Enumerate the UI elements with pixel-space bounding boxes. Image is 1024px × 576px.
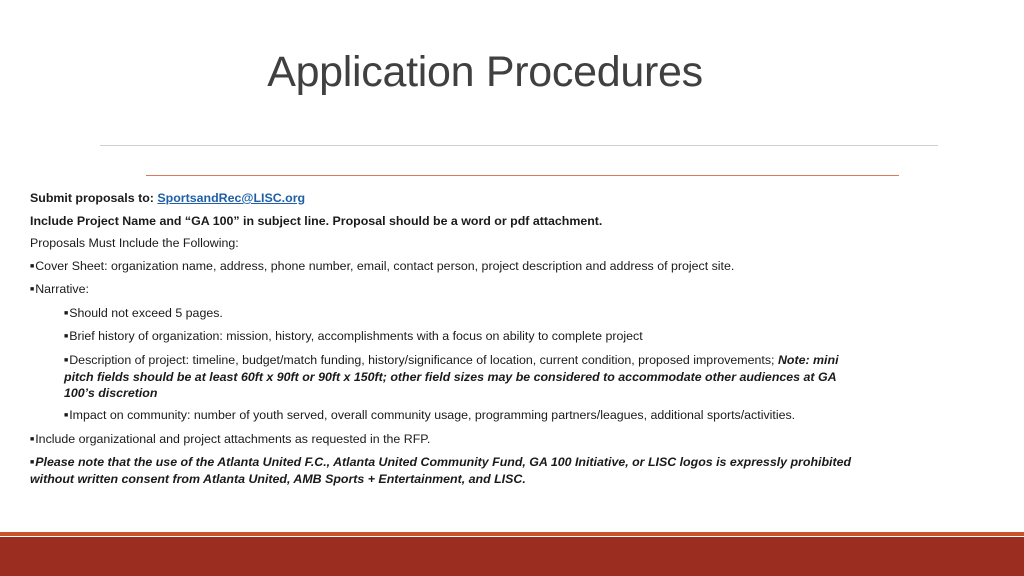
sub-bullet-description	[30, 352, 860, 401]
submit-email-link[interactable]: SportsandRec@LISC.org	[157, 191, 306, 205]
bullet-cover-sheet	[30, 258, 860, 275]
pages-text: Should not exceed 5 pages.	[69, 305, 223, 320]
accent-divider	[146, 175, 899, 176]
impact-text: Impact on community: number of youth served, overall community usage, programming partners/leagues, additional sports/activities.	[69, 408, 796, 422]
slide-body	[30, 190, 860, 487]
square-bullet-icon: ■	[64, 356, 69, 364]
square-bullet-icon: ■	[64, 309, 69, 317]
footer-band	[0, 537, 1024, 576]
subject-line-instruction: Include Project Name and “GA 100” in subject line. Proposal should be a word or pdf attachment.	[30, 213, 603, 228]
submit-line	[30, 190, 860, 206]
bullet-narrative	[30, 281, 860, 298]
field-size-note: Note: mini pitch fields should be at least 60ft x 90ft or 90ft x 150ft; other field sizes may be considered to accommodate other audiences at GA 100’s discretion	[64, 352, 839, 400]
square-bullet-icon: ■	[30, 286, 35, 293]
square-bullet-icon: ■	[30, 435, 35, 443]
description-text: Description of project: timeline, budget/match funding, history/significance of location, current condition, proposed improvements;	[69, 352, 778, 367]
must-include-heading: Proposals Must Include the Following:	[30, 236, 239, 250]
square-bullet-icon: ■	[64, 412, 69, 419]
bullet-logo-notice	[30, 454, 860, 487]
narrative-text: Narrative:	[35, 282, 89, 296]
square-bullet-icon: ■	[30, 459, 35, 466]
bullet-attachments	[30, 431, 860, 448]
square-bullet-icon: ■	[30, 262, 35, 270]
square-bullet-icon: ■	[64, 333, 69, 340]
history-text: Brief history of organization: mission, history, accomplishments with a focus on ability to complete project	[69, 329, 643, 343]
footer-accent-stripe	[0, 532, 1024, 536]
sub-bullet-history	[30, 328, 860, 345]
sub-bullet-pages	[30, 305, 860, 322]
cover-sheet-text: Cover Sheet: organization name, address, phone number, email, contact person, project description and address of project site.	[35, 258, 735, 273]
logo-notice-text: Please note that the use of the Atlanta United F.C., Atlanta United Community Fund, GA 100 Initiative, or LISC logos is expressly prohibited without written consent from Atlanta United, AMB Sports + Entertainment, and LISC.	[30, 455, 852, 486]
submit-label: Submit proposals to:	[30, 191, 154, 205]
title-divider	[100, 145, 938, 146]
sub-bullet-impact	[30, 407, 860, 424]
attachments-text: Include organizational and project attachments as requested in the RFP.	[35, 431, 431, 446]
slide-title: Application Procedures	[267, 48, 703, 96]
